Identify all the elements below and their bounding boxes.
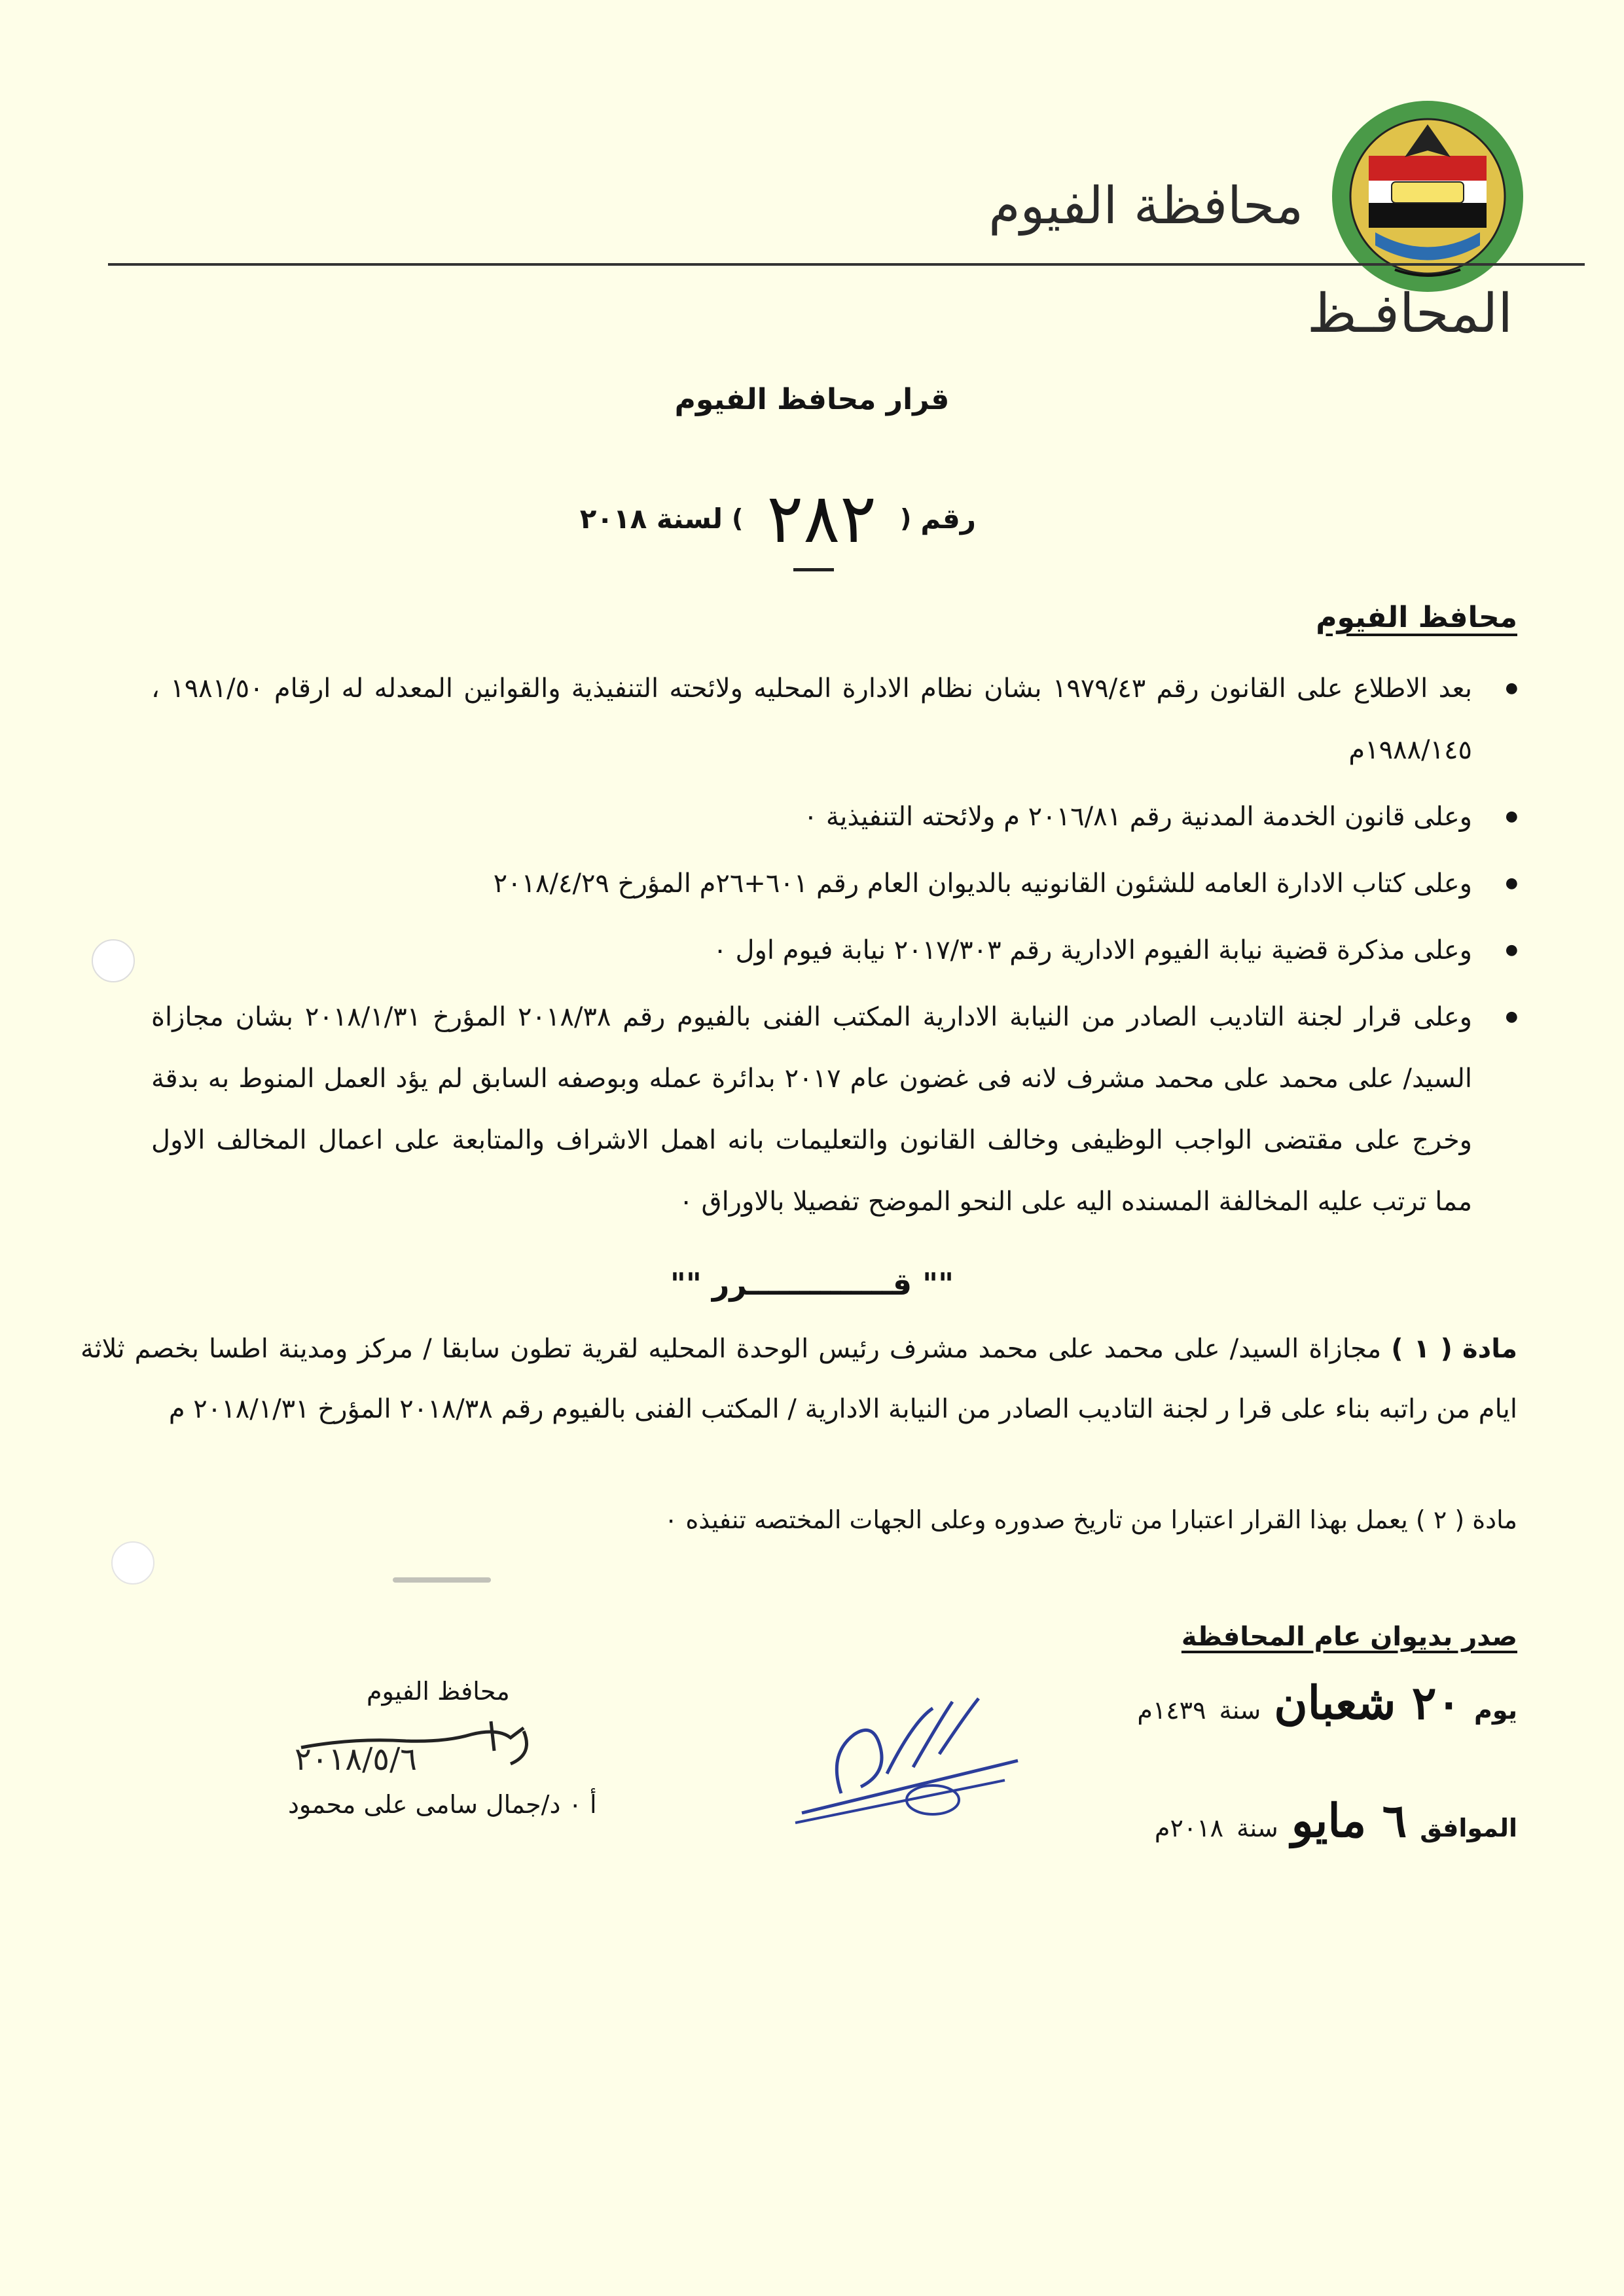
hijri-date-row <box>1137 1676 1517 1730</box>
punch-hole <box>92 939 135 982</box>
preamble-item: ● وعلى كتاب الادارة العامه للشئون القانونيه بالديوان العام رقم ٦٠١+٢٦م المؤرخ ٢٠١٨/٤/٢٩ <box>151 853 1519 914</box>
hijri-year: ١٤٣٩م <box>1137 1696 1206 1725</box>
number-underline-dash <box>793 568 834 571</box>
preamble-item: ● بعد الاطلاع على القانون رقم ١٩٧٩/٤٣ بشان نظام الادارة المحليه ولائحته التنفيذية والقوانين المعدله له ارقام ١٩٨١/٥٠ ، ١٩٨٨/١٤٥م <box>151 658 1519 781</box>
article-1-text: مجازاة السيد/ على محمد على محمد مشرف رئيس الوحدة المحليه لقرية تطون سابقا / مركز ومدينة اطسا بخصم ثلاثة ايام من راتبه بناء على قرا ر لجنة التاديب الصادر من النيابة الادارية / المكتب الفنى بالفيوم رقم ٢٠١٨/٣٨ المؤرخ ٢٠١٨/١/٣١ م <box>81 1334 1517 1424</box>
punch-hole <box>111 1541 154 1585</box>
year-label: لسنة ٢٠١٨ <box>579 502 723 535</box>
header-divider <box>108 263 1585 266</box>
organization-name: محافظة الفيوم <box>988 177 1303 236</box>
issuance-heading: صدر بديوان عام المحافظة <box>1181 1622 1517 1652</box>
preamble-item: ● وعلى قرار لجنة التاديب الصادر من النيابة الادارية المكتب الفنى بالفيوم رقم ٢٠١٨/٣٨ المؤرخ ٢٠١٨/١/٣١ بشان مجازاة السيد/ على محمد على محمد مشرف لانه فى غضون عام ٢٠١٧ بدائرة عمله وبوصفه السابق لم يؤد العمل المنوط به بدقة وخرج على مقتضى الواجب الوظيفى وخالف القانون والتعليمات بانه اهمل الاشراف والمتابعة على اعمال المخالف الاول مما ترتب عليه المخالفة المسنده اليه على النحو الموضح تفصيلا بالاوراق ٠ <box>151 986 1519 1232</box>
open-paren: ( <box>900 504 912 533</box>
article-2: مادة ( ٢ ) يعمل بهذا القرار اعتبارا من تاريخ صدوره وعلى الجهات المختصه تنفيذه ٠ <box>664 1505 1517 1534</box>
governor-name: أ ٠ د/جمال سامى على محمود <box>288 1790 597 1819</box>
decision-heading: "" قــــــــــــــرر "" <box>670 1266 954 1302</box>
signatory-title: محافظ الفيوم <box>367 1677 510 1706</box>
preamble-list <box>151 658 1519 1232</box>
gregorian-date-row <box>1155 1793 1517 1848</box>
ink-smudge <box>393 1577 491 1583</box>
gregorian-year-label: سنة <box>1236 1814 1278 1842</box>
office-title: المحافـظ <box>1307 283 1513 345</box>
decree-title: قرار محافظ الفيوم <box>674 383 950 416</box>
hijri-day: ٢٠ شعبان <box>1274 1676 1462 1730</box>
day-label: يوم <box>1474 1696 1517 1725</box>
signature-handwritten-date: ٢٠١٨/٥/٦ <box>295 1741 418 1778</box>
preamble-heading: محافظ الفيوم <box>1316 601 1517 634</box>
hijri-year-label: سنة <box>1219 1696 1261 1725</box>
close-paren: ) <box>732 504 744 533</box>
number-label: رقم <box>920 502 976 535</box>
decree-number: ٢٨٢ <box>767 478 876 558</box>
decree-number-line <box>579 478 976 558</box>
gregorian-year: ٢٠١٨م <box>1154 1814 1224 1842</box>
initials-signature <box>782 1682 1044 1833</box>
preamble-item: ● وعلى مذكرة قضية نيابة الفيوم الادارية رقم ٢٠١٧/٣٠٣ نيابة فيوم اول ٠ <box>151 920 1519 981</box>
preamble-item: ● وعلى قانون الخدمة المدنية رقم ٢٠١٦/٨١ م ولائحته التنفيذية ٠ <box>151 786 1519 848</box>
gregorian-day: ٦ مايو <box>1291 1793 1407 1848</box>
article-1 <box>81 1319 1517 1439</box>
article-1-number: ( ١ ) <box>1391 1334 1453 1364</box>
article-1-label: مادة <box>1462 1334 1517 1364</box>
corresponding-label: الموافق <box>1420 1814 1517 1842</box>
